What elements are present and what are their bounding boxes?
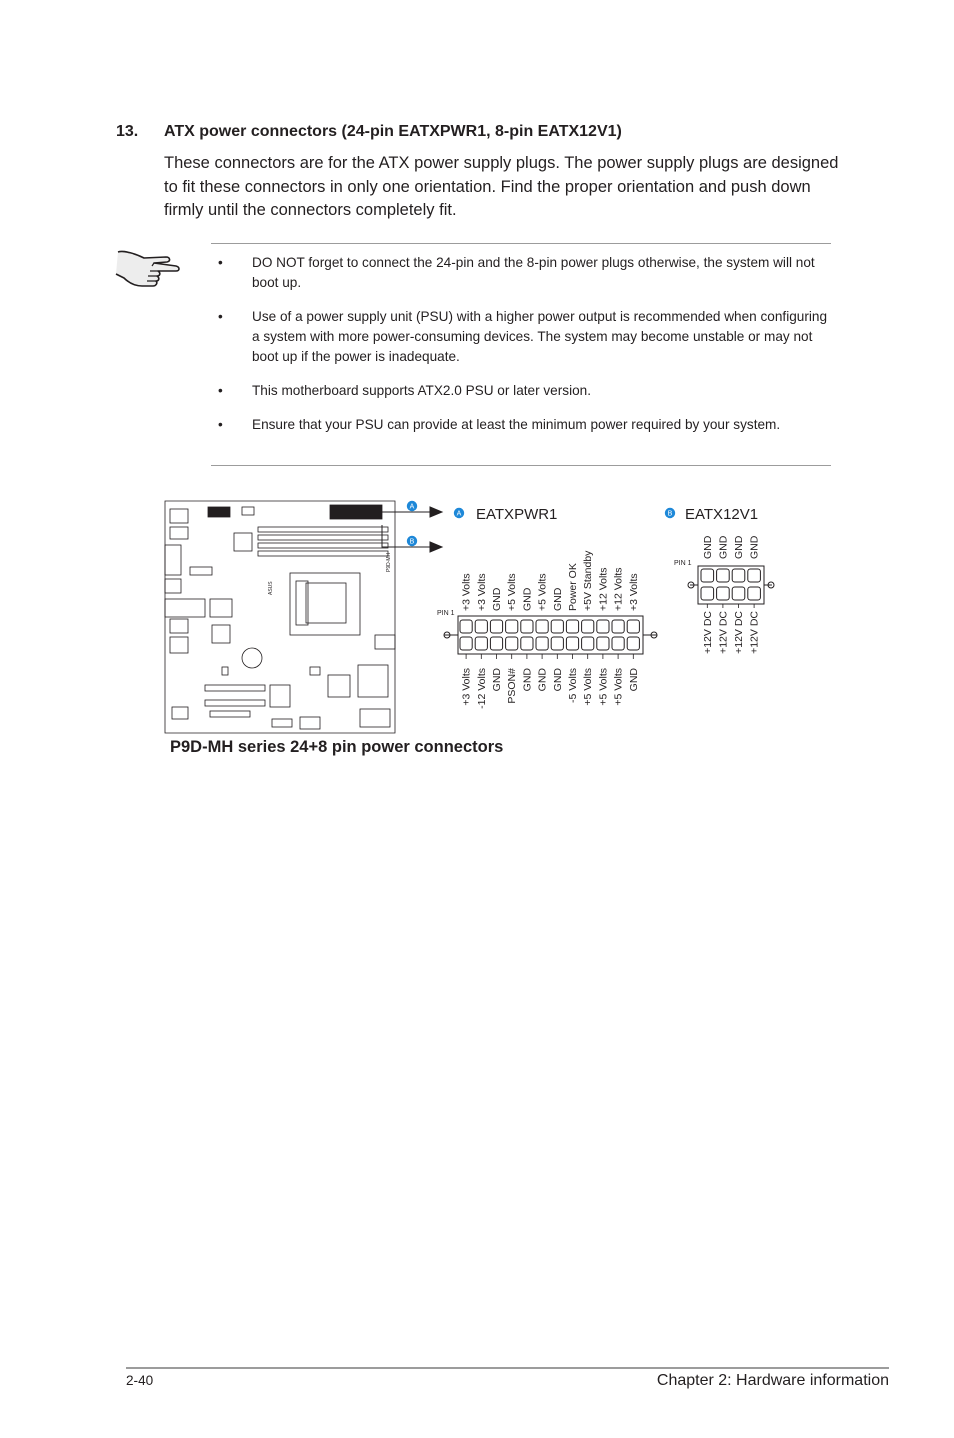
- eatxpwr1-pin-label: PSON#: [506, 668, 519, 704]
- eatxpwr1-pin: [566, 620, 578, 633]
- eatxpwr1-pin: [582, 637, 594, 650]
- section-number: 13.: [116, 123, 139, 140]
- eatxpwr1-pin: [597, 620, 609, 633]
- eatxpwr1-pin-label: GND: [491, 668, 503, 692]
- badge-a-header: [454, 508, 464, 518]
- badge-b-header: [665, 508, 675, 518]
- note-bullet: •: [218, 255, 223, 270]
- eatx12v1-top-labels: [702, 535, 761, 559]
- eatxpwr1-pin: [627, 637, 639, 650]
- eatxpwr1-pin-label: +5 Volts: [612, 668, 625, 706]
- eatx12v1-pin-label: GND: [733, 535, 745, 559]
- eatx12v1-pin: [732, 587, 745, 600]
- eatx12v1-pin: [732, 569, 745, 582]
- eatx12v1-pin-label: +12V DC: [701, 611, 714, 654]
- eatxpwr1-pin1-label: PIN 1: [437, 610, 455, 617]
- eatxpwr1-pin: [582, 620, 594, 633]
- eatxpwr1-pin: [536, 620, 548, 633]
- eatxpwr1-pin-label: +5V Standby: [582, 550, 595, 611]
- eatxpwr1-pin: [566, 637, 578, 650]
- eatxpwr1-pin-label: +3 Volts: [460, 573, 473, 611]
- eatx12v1-pin-label: GND: [701, 535, 714, 559]
- note-bullet: •: [218, 309, 223, 324]
- eatx12v1-pin: [748, 569, 761, 582]
- eatxpwr1-pin-label: -5 Volts: [567, 668, 579, 704]
- eatx12v1-title: EATX12V1: [685, 506, 759, 523]
- board-model-label: P9D-MH: [386, 552, 392, 572]
- eatxpwr1-pin-label: -12 Volts: [475, 668, 488, 709]
- eatx12v1-bottom-labels: [702, 611, 761, 654]
- eatx12v1-pin-label: +12V DC: [717, 611, 730, 654]
- note-bottom-divider: [211, 465, 831, 466]
- page-number: 2-40: [126, 1373, 154, 1388]
- note-text: Use of a power supply unit (PSU) with a higher power output is recommended when configuring a system with more power-consuming devices. The system may become unstable or may not boot up if the power is inadequate.: [252, 309, 828, 364]
- eatxpwr1-pin-label: GND: [627, 668, 640, 692]
- eatxpwr1-title: EATXPWR1: [476, 506, 558, 523]
- note-bullet: •: [218, 383, 223, 398]
- badge-b-label: B: [667, 510, 673, 518]
- note-text: This motherboard supports ATX2.0 PSU or later version.: [252, 383, 591, 398]
- eatx12v1-pin: [717, 569, 730, 582]
- eatxpwr1-pin-label: GND: [536, 668, 549, 692]
- eatx12v1-pin: [701, 587, 714, 600]
- eatxpwr1-pin-label: +5 Volts: [536, 573, 549, 611]
- eatx12v1-pin: [717, 587, 730, 600]
- eatxpwr1-pin-label: +3 Volts: [460, 668, 473, 706]
- eatx12v1-pin1-label: PIN 1: [674, 560, 692, 567]
- eatxpwr1-pin: [506, 620, 518, 633]
- eatx12v1-pin-label: GND: [748, 535, 761, 559]
- eatxpwr1-pin-label: GND: [491, 587, 503, 611]
- note-top-divider: [211, 243, 831, 244]
- eatx12v1-pin: [748, 587, 761, 600]
- eatxpwr1-pin: [627, 620, 639, 633]
- eatxpwr1-pin: [475, 637, 487, 650]
- eatxpwr1-top-labels: [461, 550, 640, 611]
- eatxpwr1-pin: [536, 637, 548, 650]
- footer-divider: [126, 1367, 889, 1369]
- eatxpwr1-pin-label: Power OK: [567, 563, 579, 611]
- eatxpwr1-pin-label: GND: [521, 587, 534, 611]
- eatxpwr1-pin: [506, 637, 518, 650]
- eatxpwr1-pin: [612, 620, 624, 633]
- motherboard-diagram: [165, 501, 395, 733]
- board-brand-label: ASUS: [268, 581, 274, 595]
- eatx12v1-pin: [701, 569, 714, 582]
- section-intro: These connectors are for the ATX power supply plugs. The power supply plugs are designed to fit these connectors in only one orientation. Find the proper orientation and push down firmly until the connectors completely fit.: [164, 154, 839, 219]
- chapter-title: Chapter 2: Hardware information: [656, 1372, 889, 1389]
- figure-caption: P9D-MH series 24+8 pin power connectors: [170, 738, 504, 756]
- eatxpwr1-pin: [475, 620, 487, 633]
- pointing-hand-icon: [114, 244, 182, 297]
- eatxpwr1-pin-label: GND: [551, 668, 564, 692]
- eatxpwr1-pin-label: +12 Volts: [597, 567, 610, 611]
- eatxpwr1-pin-grid: [460, 620, 639, 659]
- eatxpwr1-pin-label: +5 Volts: [582, 668, 595, 706]
- eatx12v1-pin-label: +12V DC: [733, 611, 745, 654]
- eatxpwr1-pin-label: +5 Volts: [597, 668, 610, 706]
- eatxpwr1-pin: [597, 637, 609, 650]
- eatxpwr1-bottom-labels: [461, 668, 640, 709]
- eatxpwr1-pin: [460, 637, 472, 650]
- badge-b-board: [407, 536, 417, 546]
- eatxpwr1-pin-label: GND: [521, 668, 534, 692]
- eatxpwr1-pin-label: +3 Volts: [627, 573, 640, 611]
- eatxpwr1-pin: [612, 637, 624, 650]
- eatxpwr1-pin-label: +12 Volts: [612, 567, 625, 611]
- eatxpwr1-pin: [521, 620, 533, 633]
- eatx12v1-pin-grid: [701, 569, 760, 608]
- eatxpwr1-pin: [490, 620, 502, 633]
- eatxpwr1-pin: [490, 637, 502, 650]
- eatxpwr1-pin-label: GND: [551, 587, 564, 611]
- eatxpwr1-pin-label: +3 Volts: [475, 573, 488, 611]
- badge-b-label: B: [409, 538, 415, 546]
- note-text: Ensure that your PSU can provide at least the minimum power required by your system.: [252, 417, 781, 432]
- connector-figure: [160, 495, 800, 740]
- eatxpwr1-pin: [521, 637, 533, 650]
- eatxpwr1-pin: [551, 620, 563, 633]
- eatxpwr1-pin: [460, 620, 472, 633]
- eatx12v1-pin-label: +12V DC: [748, 611, 761, 654]
- badge-a-label: A: [409, 503, 415, 511]
- connector-diagram: [160, 495, 800, 735]
- eatxpwr1-pin-label: +5 Volts: [506, 573, 519, 611]
- badge-a-board: [407, 501, 417, 511]
- eatxpwr1-pin: [551, 637, 563, 650]
- note-text: DO NOT forget to connect the 24-pin and the 8-pin power plugs otherwise, the system will not boot up.: [252, 255, 815, 290]
- section-title: ATX power connectors (24-pin EATXPWR1, 8-pin EATX12V1): [164, 123, 622, 140]
- eatx12v1-pin-label: GND: [717, 535, 730, 559]
- badge-a-label: A: [456, 510, 462, 518]
- note-bullet: •: [218, 417, 223, 432]
